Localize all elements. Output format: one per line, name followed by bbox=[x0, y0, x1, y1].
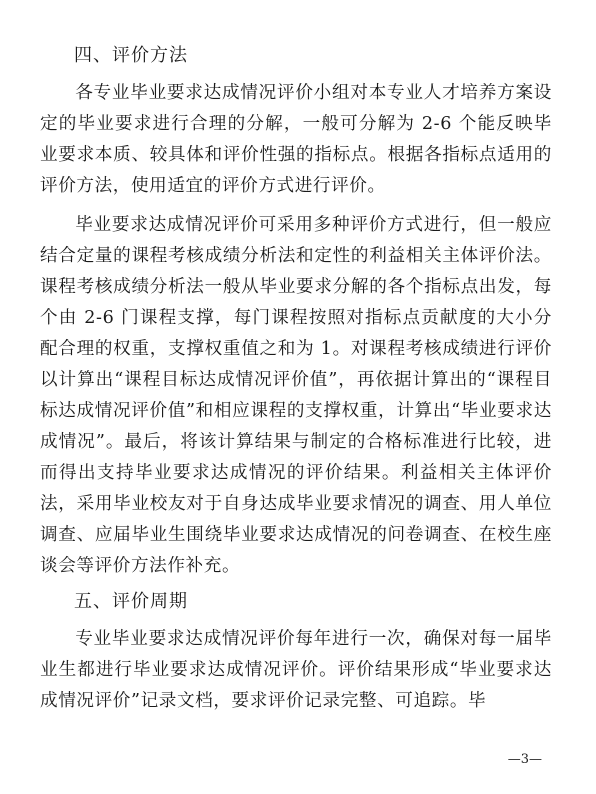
page-number: —3— bbox=[507, 752, 542, 767]
section-heading-evaluation-cycle: 五、评价周期 bbox=[74, 591, 188, 612]
paragraph: 各专业毕业要求达成情况评价小组对本专业人才培养方案设定的毕业要求进行合理的分解，一般可分解为 2-6 个能反映毕业要求本质、较具体和评价性强的指标点。根据各指标点适用的评价方法，使用适宜的评价方式进行评价。 bbox=[40, 83, 552, 196]
section-heading-evaluation-method: 四、评价方法 bbox=[74, 45, 188, 66]
paragraph: 专业毕业要求达成情况评价每年进行一次，确保对每一届毕业生都进行毕业要求达成情况评价。评价结果形成“毕业要求达成情况评价”记录文档，要求评价记录完整、可追踪。毕 bbox=[40, 629, 552, 711]
paragraph: 毕业要求达成情况评价可采用多种评价方式进行，但一般应结合定量的课程考核成绩分析法和定性的利益相关主体评价法。课程考核成绩分析法一般从毕业要求分解的各个指标点出发，每个由 2-6 门课程支撑，每门课程按照对指标点贡献度的大小分配合理的权重，支撑权重值之和为 1。对课程考核成绩进行评价以计算出“课程目标达成情况评价值”，再依据计算出的“课程目标达成情况评价值”和相应课程的支撑权重，计算出“毕业要求达成情况”。最后，将该计算结果与制定的合格标准进行比较，进而得出支持毕业要求达成情况的评价结果。利益相关主体评价法，采用毕业校友对于自身达成毕业要求情况的调查、用人单位调查、应届毕业生围绕毕业要求达成情况的问卷调查、在校生座谈会等评价方法作补充。 bbox=[40, 215, 552, 576]
